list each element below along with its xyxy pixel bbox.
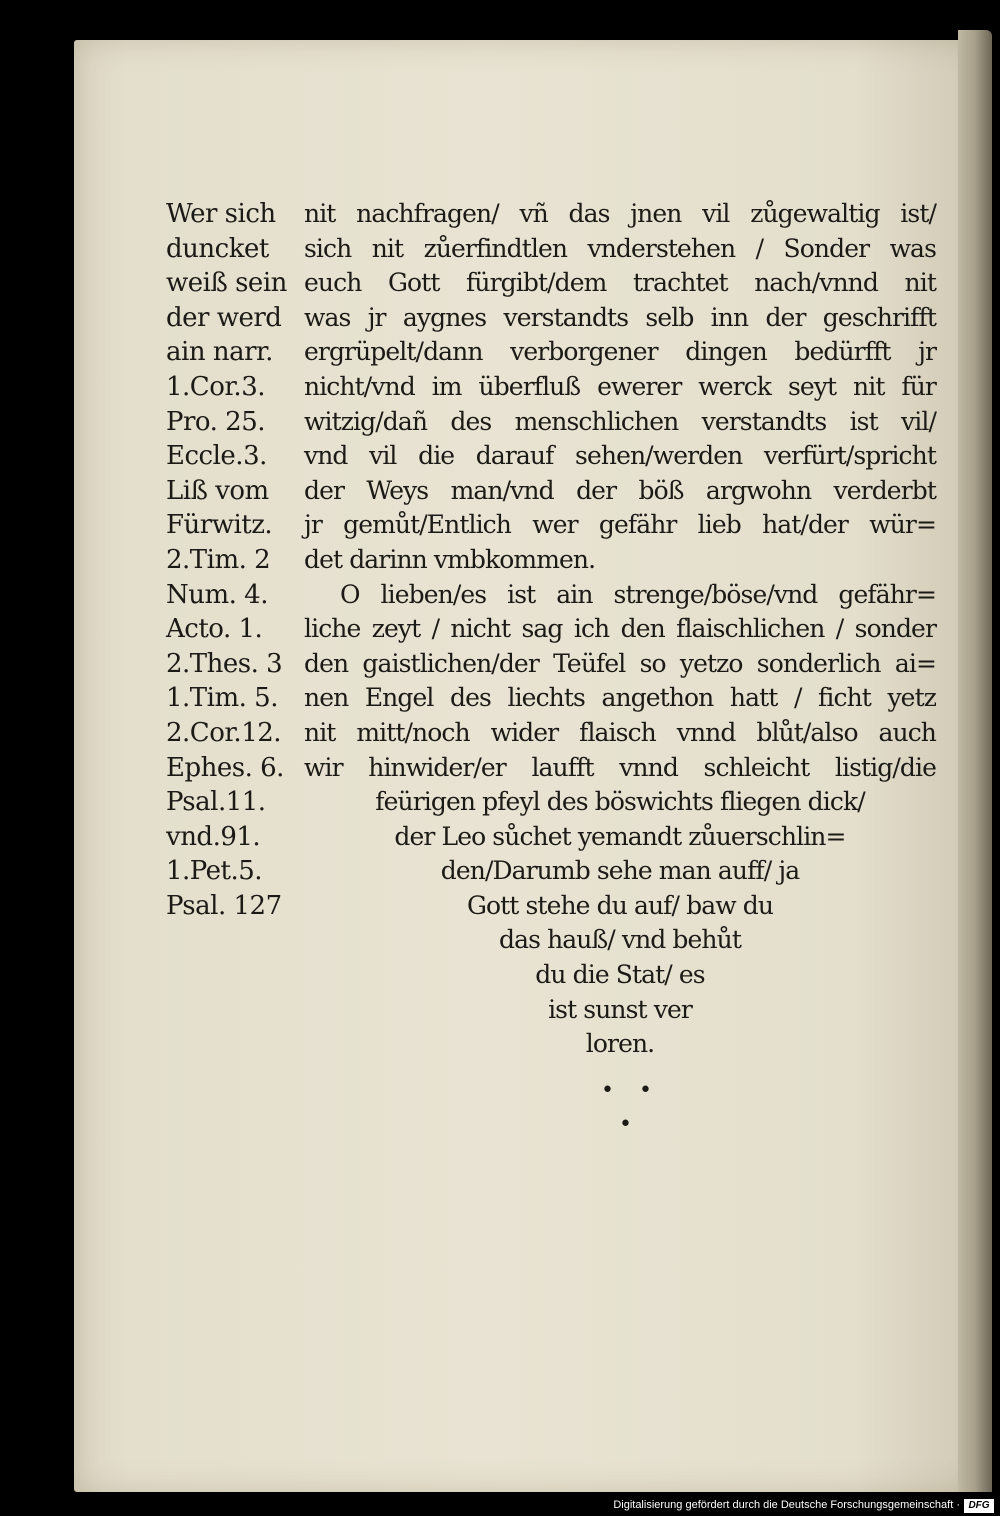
margin-note: 2.Cor.12. <box>166 717 282 748</box>
text-line: wir hinwider/er laufft vnnd schleicht listig/die <box>304 752 936 782</box>
margin-note: weiß sein <box>166 268 287 299</box>
text-line: was jr aygnes verstandts selb inn der geschrifft <box>304 302 936 332</box>
ornament-dot-icon: • <box>601 1078 614 1103</box>
margin-note: Psal.11. <box>166 787 266 818</box>
text-line: den/Darumb sehe man auff/ ja <box>440 856 800 886</box>
margin-note: Liß vom <box>166 475 269 506</box>
margin-note: Num. 4. <box>166 579 268 610</box>
text-line: ist sunst ver <box>548 994 692 1024</box>
margin-note: 2.Thes. 3 <box>166 648 283 679</box>
text-line: O lieben/es ist ain strenge/böse/vnd gefähr= <box>340 579 936 609</box>
margin-note: der werd <box>166 302 282 333</box>
text-line: den gaistlichen/der Teüfel so yetzo sonderlich ai= <box>304 648 936 678</box>
text-line: euch Gott fürgibt/dem trachtet nach/vnnd nit <box>304 268 936 298</box>
margin-note: 1.Cor.3. <box>166 371 265 402</box>
margin-note: Psal. 127 <box>166 890 282 921</box>
text-line: du die Stat/ es <box>535 960 705 990</box>
margin-note: 1.Pet.5. <box>166 856 263 887</box>
margin-notes <box>166 197 298 923</box>
main-text-block <box>304 197 936 1062</box>
text-line: nen Engel des liechts angethon hatt / ficht yetz <box>304 683 936 713</box>
text-line: nit nachfragen/ vñ das jnen vil zůgewaltig ist/ <box>304 199 936 228</box>
text-line: das hauß/ vnd behůt <box>499 925 741 955</box>
text-line: loren. <box>585 1029 655 1059</box>
text-line: feürigen pfeyl des böswichts fliegen dick/ <box>375 787 865 817</box>
text-line: sich nit zůerfindtlen vnderstehen / Sonder was <box>304 233 936 263</box>
text-line: ergrüpelt/dann verborgener dingen bedürfft jr <box>304 337 936 367</box>
dfg-logo: DFG <box>964 1499 994 1513</box>
text-line: det darinn vmbkommen. <box>304 544 596 574</box>
ornament-dot-icon: • <box>639 1078 652 1103</box>
margin-note: ain narr. <box>166 337 273 368</box>
margin-note: Wer sich <box>166 199 276 229</box>
text-line: witzig/dañ des menschlichen verstandts ist vil/ <box>304 406 936 436</box>
margin-note: Eccle.3. <box>166 441 267 472</box>
margin-note: Pro. 25. <box>166 406 265 437</box>
text-line: der Weys man/vnd der böß argwohn verderbt <box>304 475 936 505</box>
funding-credit: Digitalisierung gefördert durch die Deutsche Forschungsgemeinschaft · <box>613 1499 960 1511</box>
text-line: jr gemůt/Entlich wer gefähr lieb hat/der wür= <box>304 510 936 540</box>
text-line: der Leo sůchet yemandt zůuerschlin= <box>394 821 846 851</box>
margin-note: Acto. 1. <box>166 614 263 645</box>
margin-note: Fürwitz. <box>166 510 273 541</box>
margin-note: Ephes. 6. <box>166 752 284 783</box>
text-line: nicht/vnd im überfluß ewerer werck seyt nit für <box>304 371 936 401</box>
margin-note: vnd.91. <box>166 821 261 852</box>
text-line: liche zeyt / nicht sag ich den flaischlichen / sonder <box>304 614 936 644</box>
margin-note: duncket <box>166 233 269 264</box>
page-fold-edge <box>958 30 992 1492</box>
text-line: Gott stehe du auf/ baw du <box>466 890 774 920</box>
ornament-dot-icon: • <box>619 1112 632 1137</box>
text-line: vnd vil die darauf sehen/werden verfürt/spricht <box>304 441 936 471</box>
margin-note: 1.Tim. 5. <box>166 683 278 714</box>
margin-note: 2.Tim. 2 <box>166 544 271 575</box>
text-line: nit mitt/noch wider flaisch vnnd blůt/also auch <box>304 717 936 747</box>
